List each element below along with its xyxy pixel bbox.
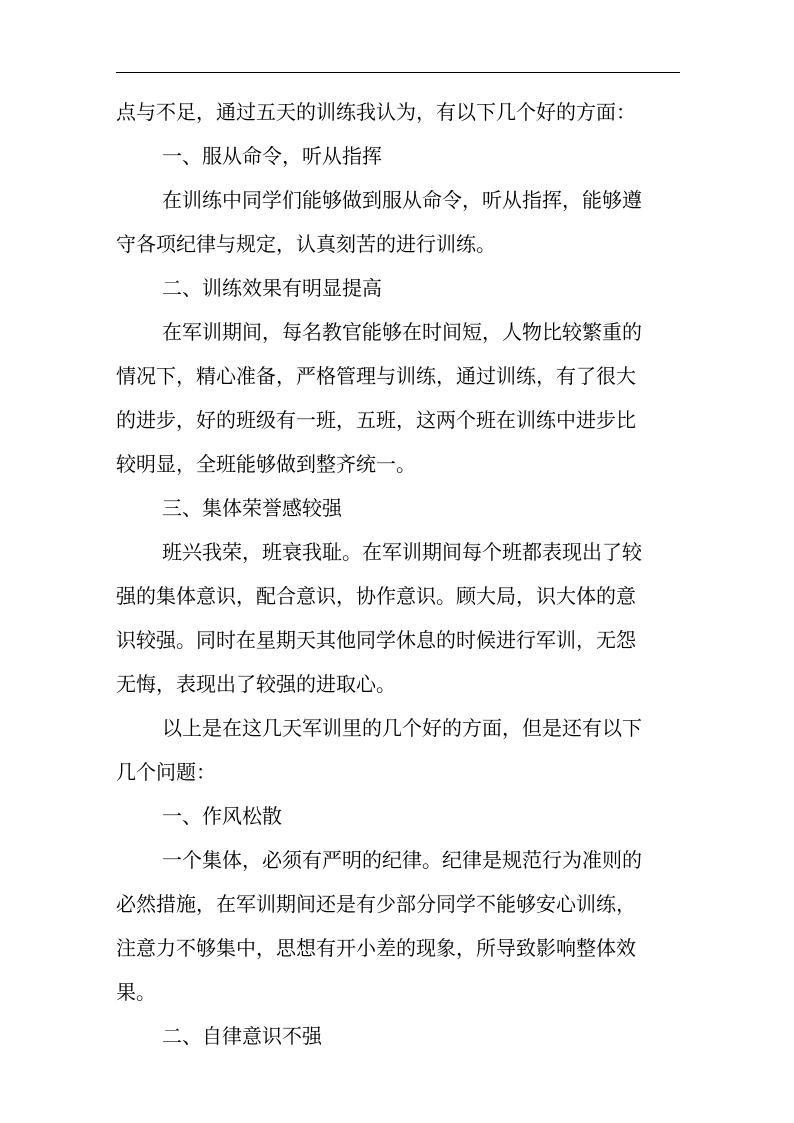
paragraph-line: 必然措施，在军训期间还是有少部分同学不能够安心训练， [116, 892, 636, 916]
paragraph-line: 较明显，全班能够做到整齐统一。 [116, 452, 416, 476]
paragraph-line: 强的集体意识，配合意识，协作意识。顾大局，识大体的意 [116, 584, 636, 608]
section-heading: 二、训练效果有明显提高 [162, 276, 382, 300]
paragraph-line: 无悔，表现出了较强的进取心。 [116, 672, 396, 696]
paragraph-line: 点与不足，通过五天的训练我认为，有以下几个好的方面： [116, 100, 636, 124]
paragraph-line: 情况下，精心准备，严格管理与训练，通过训练，有了很大 [116, 364, 636, 388]
paragraph-line: 在训练中同学们能够做到服从命令，听从指挥，能够遵 [162, 188, 642, 212]
section-heading: 二、自律意识不强 [162, 1024, 322, 1048]
paragraph-line: 识较强。同时在星期天其他同学休息的时候进行军训，无怨 [116, 628, 636, 652]
paragraph-line: 一个集体，必须有严明的纪律。纪律是规范行为准则的 [162, 848, 642, 872]
header-rule [116, 72, 680, 73]
paragraph-line: 果。 [116, 980, 156, 1004]
document-body [116, 90, 680, 1058]
paragraph-line: 注意力不够集中，思想有开小差的现象，所导致影响整体效 [116, 936, 636, 960]
section-heading: 一、作风松散 [162, 804, 282, 828]
paragraph-line: 守各项纪律与规定，认真刻苦的进行训练。 [116, 232, 496, 256]
section-heading: 一、服从命令，听从指挥 [162, 144, 382, 168]
paragraph-line: 的进步，好的班级有一班，五班，这两个班在训练中进步比 [116, 408, 636, 432]
section-heading: 三、集体荣誉感较强 [162, 496, 342, 520]
paragraph-line: 以上是在这几天军训里的几个好的方面，但是还有以下 [162, 716, 642, 740]
paragraph-line: 在军训期间，每名教官能够在时间短，人物比较繁重的 [162, 320, 642, 344]
paragraph-line: 班兴我荣，班衰我耻。在军训期间每个班都表现出了较 [162, 540, 642, 564]
paragraph-line: 几个问题： [116, 760, 216, 784]
